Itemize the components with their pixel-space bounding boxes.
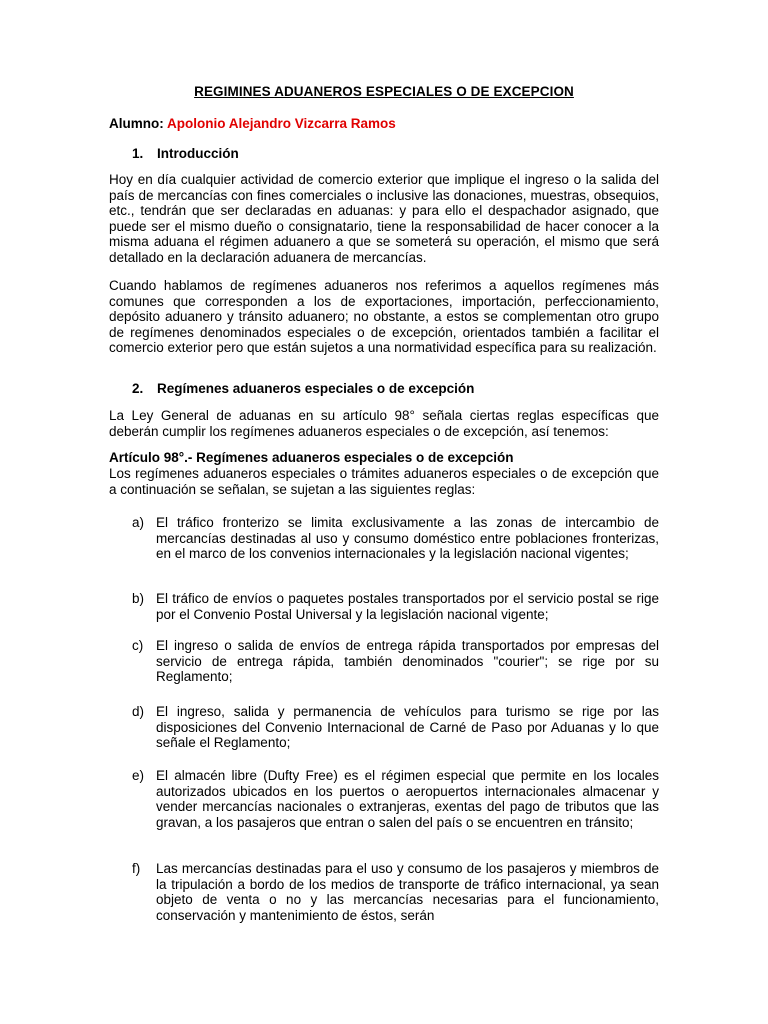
- list-item-text: El ingreso, salida y permanencia de vehículos para turismo se rige por las disposiciones del Convenio Internacional de Carné de Paso por Aduanas y lo que señale el Reglamento;: [156, 704, 659, 750]
- list-item-label: a): [132, 515, 145, 530]
- article-title: Artículo 98°.- Regímenes aduaneros especiales o de excepción: [109, 450, 514, 465]
- list-item-text: El tráfico de envíos o paquetes postales transportados por el servicio postal se rige por el Convenio Postal Universal y la legislación nacional vigente;: [156, 591, 659, 622]
- document-title: REGIMINES ADUANEROS ESPECIALES O DE EXCEPCION: [194, 84, 574, 99]
- list-item-label: c): [132, 638, 144, 653]
- paragraph-regimenes: Cuando hablamos de regímenes aduaneros nos referimos a aquellos regímenes más comunes que corresponden a los de exportaciones, importación, perfeccionamiento, depósito aduanero y tránsito aduanero; no obstante, a estos se complementan otro grupo de regímenes denominados especiales o de excepción, orientados también a facilitar el comercio exterior pero que están sujetos a una normatividad específica para su realización.: [109, 278, 659, 355]
- paragraph-article-intro: Los regímenes aduaneros especiales o trámites aduaneros especiales o de excepción que a continuación se señalan, se sujetan a las siguientes reglas:: [109, 466, 659, 497]
- student-name: Apolonio Alejandro Vizcarra Ramos: [167, 116, 396, 131]
- list-item-text: El ingreso o salida de envíos de entrega rápida transportados por empresas del servicio de entrega rápida, también denominados "courier"; se rige por su Reglamento;: [156, 638, 659, 684]
- list-item-label: e): [132, 768, 145, 783]
- list-item-label: b): [132, 591, 145, 606]
- section-number: 2.: [132, 381, 144, 396]
- list-item-text: Las mercancías destinadas para el uso y consumo de los pasajeros y miembros de la tripulación a bordo de los medios de transporte de tráfico internacional, ya sean objeto de venta o no y las mercancías necesarias para el funcionamiento, conservación y mantenimiento de éstos, serán: [156, 861, 659, 923]
- list-item-label: f): [132, 861, 141, 876]
- paragraph-ley-general: La Ley General de aduanas en su artículo 98° señala ciertas reglas específicas que deberán cumplir los regímenes aduaneros especiales o de excepción, así tenemos:: [109, 408, 659, 439]
- paragraph-intro: Hoy en día cualquier actividad de comercio exterior que implique el ingreso o la salida del país de mercancías con fines comerciales o inclusive las donaciones, muestras, obsequios, etc., tendrán que ser declaradas en aduanas: y para ello el despachador asignado, que puede ser el mismo dueño o consignatario, tiene la responsabilidad de hacer conocer a la misma aduana el régimen aduanero a que se someterá su operación, el mismo que será detallado en la declaración aduanera de mercancías.: [109, 172, 659, 265]
- student-line: [109, 116, 396, 131]
- student-label: Alumno:: [109, 116, 164, 131]
- list-item-label: d): [132, 704, 145, 719]
- list-item-text: El tráfico fronterizo se limita exclusivamente a las zonas de intercambio de mercancías destinadas al uso y consumo doméstico entre poblaciones fronterizas, en el marco de los convenios internacionales y la legislación nacional vigentes;: [156, 515, 659, 561]
- section-title: Introducción: [157, 146, 239, 161]
- list-item-text: El almacén libre (Dufty Free) es el régimen especial que permite en los locales autorizados ubicados en los puertos o aeropuertos internacionales almacenar y vender mercancías nacionales o extranjeras, exentas del pago de tributos que las gravan, a los pasajeros que entran o salen del país o se encuentren en tránsito;: [156, 768, 659, 830]
- section-title: Regímenes aduaneros especiales o de excepción: [157, 381, 475, 396]
- section-number: 1.: [132, 146, 144, 161]
